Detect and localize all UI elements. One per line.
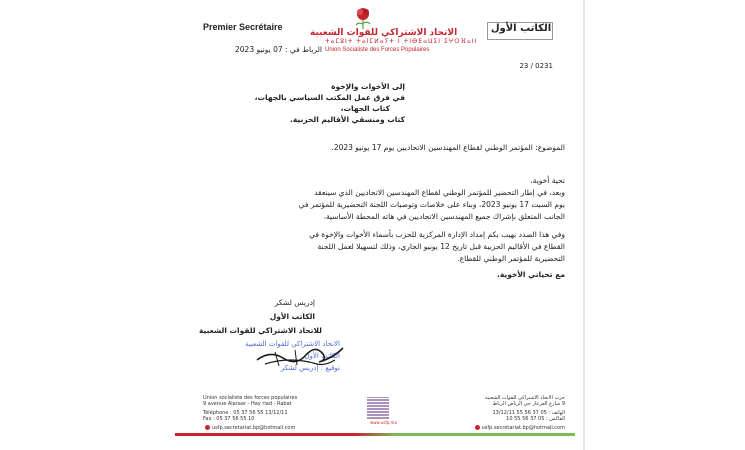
body-paragraph-line: الجانب المتعلق بإشراك جميع المهندسين الاتحاديين في هاته المحطة الأساسية، [323,212,565,221]
closing: مع تحياتي الأخوية. [497,270,565,279]
footer-right-phone: الهاتف : 05 37 56 55 13/12/11 [492,410,565,416]
body-paragraph-line: يوم السبت 17 يونيو 2023، وبناء على خلاصات وتوصيات اللجنة التحضيرية للمؤتمر في [298,200,565,209]
handwritten-signature [255,338,345,370]
footer-left-email [203,425,295,431]
stamp-line: توقيع : إدريس لشكر [280,364,340,372]
footer-left-email-text: usfp.secretariat.bp@hotmail.com [212,425,296,431]
letter-subject: الموضوع: المؤتمر الوطني لقطاع المهندسين الاتحاديين يوم 17 يونيو 2023. [331,143,565,152]
email-icon [475,425,480,430]
party-name-tifinagh: ⵜⴰⵎⵓⵏⵜ ⵜⴰⵏⵎⵍⴰⵢⵜ ⵏ ⵜⵏⴱⴹⴰⵡⵉⵏ ⵉⵖⵔⴼⴰⵏⵏ [325,38,478,45]
footer-left-fax: Fax : 05 37 56 55 10 [203,416,255,422]
greeting: تحية أخوية، [530,176,565,185]
rose-icon [350,6,376,30]
header-left-title: Premier Secrétaire [203,22,283,32]
footer-right-email-text: usfp.secretariat.bp@hotmail.com [481,425,565,431]
body-paragraph-line: وفي هذا الصدد نهيب بكم إمداد الإدارة المركزية للحزب بأسماء الأخوات والإخوة في [309,230,565,239]
footer-website: www.usfp.ma [370,420,397,425]
footer-left-org: Union socialiste des forces populaires [203,395,298,401]
footer-left-phone: Téléphone : 05 37 56 55 13/12/11 [203,410,288,416]
party-name-arabic: الاتحاد الاشتراكي للقوات الشعبية [310,28,458,38]
letter-date: الرباط في : 07 يونيو 2023 [235,45,322,54]
footer-right-email [473,425,565,431]
signer-name: إدريس لشكر [274,298,315,307]
footer-left-address: 9 avenue Alaraar - Hay riad - Rabat [203,401,292,407]
footer-right-fax: الفاكس : 05 37 56 55 10 [506,416,565,422]
party-name-french: Union Socialiste des Forces Populaires [325,47,430,53]
body-paragraph-line: التحضيرية للمؤتمر الوطني للقطاع. [457,254,565,263]
email-icon [205,425,210,430]
signer-title: الكاتب الأول [269,312,315,321]
reference-number: 23 / 0231 [519,62,553,70]
header-right-title: الكاتب الأول [490,23,552,34]
footer-right-org: حزب الاتحاد الاشتراكي للقوات الشعبية [484,395,565,401]
body-paragraph-line: القطاع في الأقاليم الحزبية قبل تاريخ 12 يونيو الجاري، وذلك لتسهيلا لعمل اللجنة [317,242,565,251]
stamp-line: الكاتب الأول [304,352,340,360]
body-paragraph-line: وبعد، في إطار التحضير للمؤتمر الوطني لقطاع المهندسين الاتحاديين الذي سينعقد [314,188,565,197]
footer-color-bar [175,433,575,436]
letter-page [165,0,585,450]
footer-right-address: 9 شارع العرعار حي الرياض الرباط [492,401,565,407]
recipient-line: في فرق عمل المكتب السياسي بالجهات، [254,93,405,102]
recipient-line: كتاب الجهات، [340,104,390,113]
recipient-line: إلى الأخوات والإخوة [331,82,405,91]
stamp-line: الاتحاد الاشتراكي للقوات الشعبية [244,340,340,348]
recipient-line: كتاب ومنسقي الأقاليم الحزبية. [290,115,405,124]
qr-code-icon [367,397,389,419]
signer-organization: للاتحاد الاشتراكي للقوات الشعبية [198,326,322,335]
page-edge [583,0,585,450]
